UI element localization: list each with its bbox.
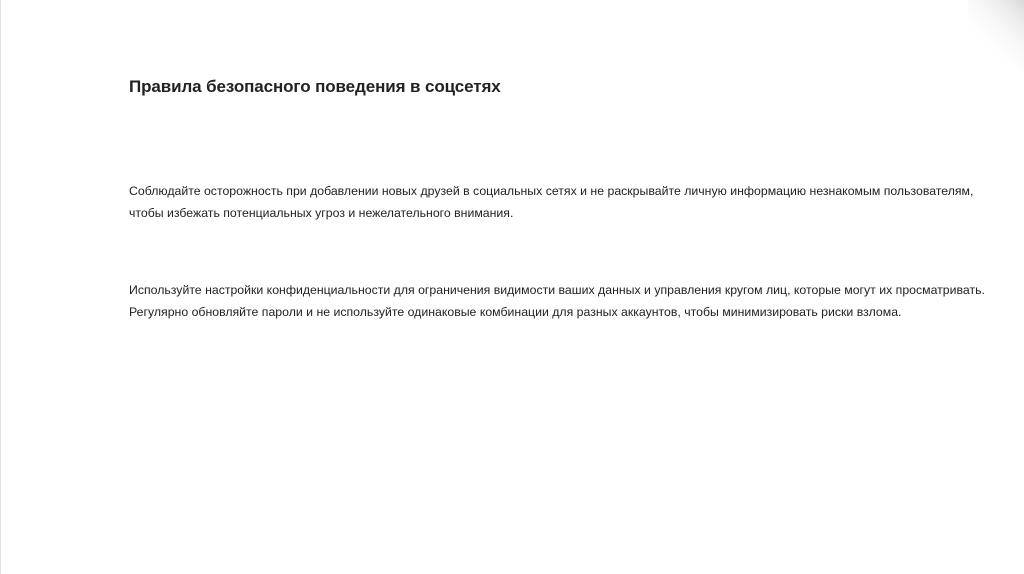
slide-title: Правила безопасного поведения в соцсетях: [129, 77, 501, 96]
slide-paragraph-2: Используйте настройки конфиденциальности для ограничения видимости ваших данных и управления кругом лиц, которые могут их просматривать. Регулярно обновляйте пароли и не используйте одинаковые комбинации для разных аккаунтов, чтобы минимизировать риски взлома.: [129, 283, 985, 319]
page-corner-shadow: [968, 0, 1024, 70]
slide-paragraph-1: Соблюдайте осторожность при добавлении новых друзей в социальных сетях и не раскрывайте личную информацию незнакомым пользователям, чтобы избежать потенциальных угроз и нежелательного внимания.: [129, 184, 974, 220]
